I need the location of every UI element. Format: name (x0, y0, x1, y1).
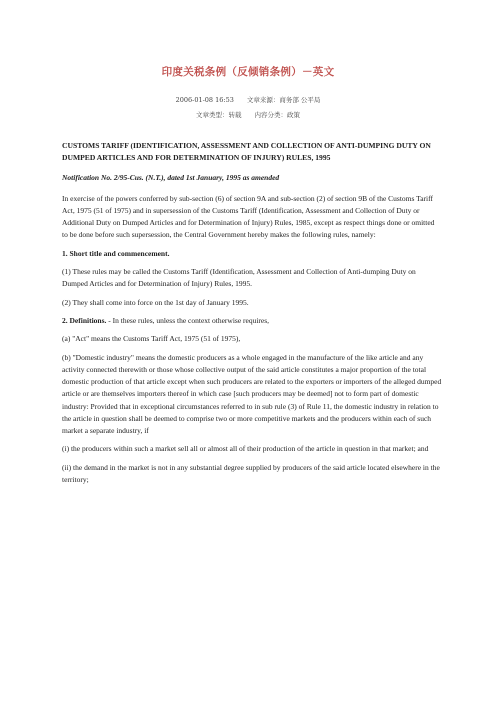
section-1-paragraph-1: (1) These rules may be called the Customs Tariff (Identification, Assessment and Collection of Anti-dumping Duty on Dumped Articles and for Determination of Injury) Rules, 1995. (62, 267, 416, 289)
definition-b-ii: (ii) the demand in the market is not in any substantial degree supplied by producers of the said article located elsewhere in the territory; (62, 462, 440, 484)
section-1-heading: 1. Short title and commencement. (62, 248, 170, 258)
article-body (62, 140, 442, 492)
section-2-paragraph (62, 315, 442, 327)
definition-b: (b) "Domestic industry" means the domestic producers as a whole engaged in the manufacture of the like article and any activity connected therewith or those whose collective output of the said article constitutes a major proportion of the total domestic production of that article except when such producers are related to the exporters or importers of the alleged dumped article or are themselves importers thereof in which case [such producers may be deemed] not to form part of domestic industry: Provided that in exceptional circumstances referred to in sub rule (3) of Rule 11, the domestic industry in relation to the article in question shall be deemed to comprise two or more competitive markets and the producers within each of such market a separate industry, if (62, 352, 442, 435)
definition-a: (a) "Act" means the Customs Tariff Act, 1975 (51 of 1975), (62, 334, 241, 344)
article-date-source: 2006-01-08 16:53 文章来源：商务部 公平局 (175, 96, 321, 104)
definition-b-i: (i) the producers within such a market sell all or almost all of their production of the article in question in that market; and (62, 444, 429, 454)
article-type-category: 文章类型：转载 内容分类：政策 (196, 111, 300, 119)
section-1-paragraph-2: (2) They shall come into force on the 1st day of January 1995. (62, 297, 249, 307)
page-title: 印度关税条例（反倾销条例）－英文 (161, 66, 335, 78)
preamble-paragraph: In exercise of the powers conferred by sub-section (6) of section 9A and sub-section (2) of section 9B of the Customs Tariff Act, 1975 (51 of 1975) and in supersession of the Customs Tariff (Identification, Assessment and Collection of Duty or Additional Duty on Dumped Articles and for Determination of Injury) Rules, 1985, except as respect things done or omitted to be done before such supersession, the Central Government hereby makes the following rules, namely: (62, 193, 435, 240)
section-2-intro: - In these rules, unless the context otherwise requires, (106, 315, 270, 325)
rules-heading: CUSTOMS TARIFF (IDENTIFICATION, ASSESSMENT AND COLLECTION OF ANTI-DUMPING DUTY ON DUMPED ARTICLES AND FOR DETERMINATION OF INJURY) RULES, 1995 (62, 141, 431, 163)
section-2-heading: 2. Definitions. (62, 315, 107, 325)
notification-line: Notification No. 2/95-Cus. (N.T.), dated 1st January, 1995 as amended (62, 173, 280, 183)
